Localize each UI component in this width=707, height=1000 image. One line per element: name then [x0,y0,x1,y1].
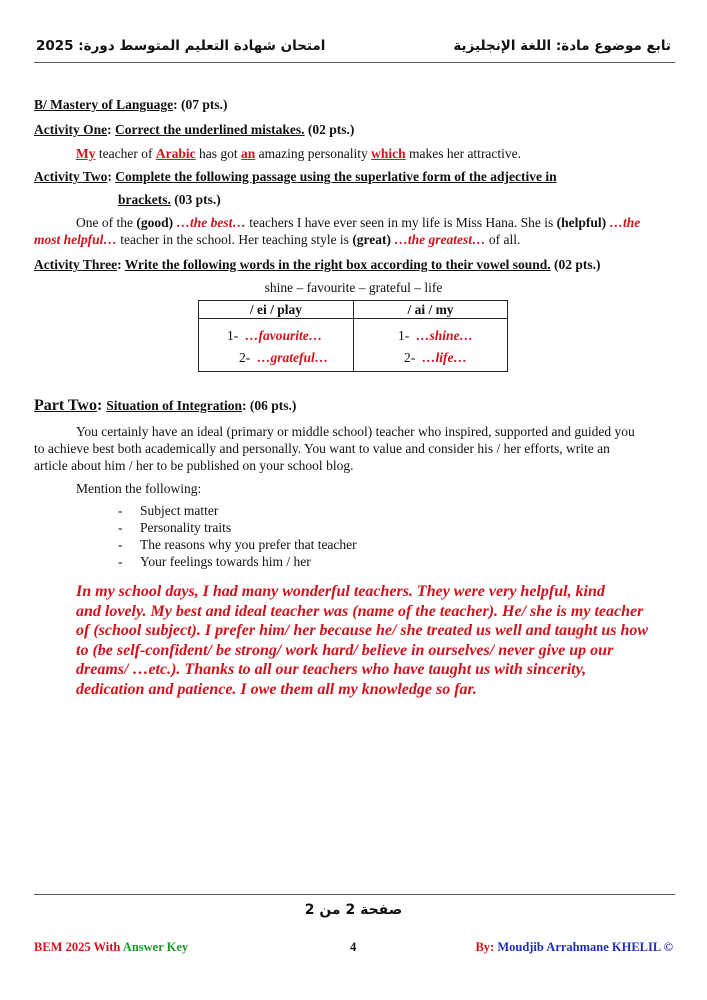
part-two-subtitle: Situation of Integration [106,398,243,413]
activity-one-label: Activity One [34,122,108,137]
col-ai-cell [354,319,508,372]
footer-right [475,940,673,955]
list-item [199,319,353,347]
bullet-text: Your feelings towards him / her [140,554,311,569]
item-number: 2- [404,350,416,365]
part-two-points: : (06 pts.) [242,398,297,413]
passage-text: One of the [76,215,137,230]
footer-divider [34,894,675,895]
answer-line: dreams/ …etc.). Thanks to all our teachers who have taught us with sincerity, [76,661,587,678]
list-item [354,347,507,369]
activity-one-heading [34,121,354,139]
activity-one-colon: : [107,122,115,137]
item-number: 1- [227,328,239,343]
exam-header-left: امتحان شهادة التعليم المتوسط دورة: 2025 [36,38,326,54]
situation-line-2: to achieve best both academically and personally. You want to value and consider his / her efforts, write an [34,441,610,456]
sentence-text: makes her attractive. [405,146,522,161]
model-answer [76,582,674,699]
answer-the-most-helpful-2: most helpful… [34,232,117,247]
passage-text: teachers I have ever seen in my life is Miss Hana. She is [249,215,557,230]
bullet-text: Personality traits [140,520,232,535]
mistake-word-4: which [371,146,406,161]
activity-two-heading [34,168,557,186]
section-b-points: : (07 pts.) [173,97,228,112]
mistake-word-2: Arabic [155,146,196,161]
answer-the-greatest: …the greatest… [391,232,489,247]
footer-answer-key: Answer Key [122,940,189,954]
answer-line: and lovely. My best and ideal teacher was (name of the teacher). He/ she is my teacher [76,602,644,620]
activity-one-sentence [76,145,521,163]
part-two-heading [34,396,296,416]
activity-two-instruction-2: brackets. [118,192,171,207]
sentence-text: amazing personality [255,146,372,161]
situation-line-3: article about him / her to be published on your school blog. [34,458,354,473]
bullet-dash: - [118,537,123,552]
footer-by: By: [475,940,498,954]
part-two-colon: : [96,397,107,414]
activity-two-label: Activity Two [34,169,108,184]
col-ei-cell [199,319,354,372]
mistake-word-1: My [76,146,96,161]
adjective-helpful: (helpful) [556,215,607,230]
footer-left [34,940,188,955]
situation-line-1: You certainly have an ideal (primary or middle school) teacher who inspired, supported and guided you [76,424,635,439]
footer-author: Moudjib Arrahmane KHELIL © [497,940,673,954]
activity-two-passage-line1 [76,214,640,232]
answer-line: In my school days, I had many wonderful teachers. They were very helpful, kind [76,583,605,600]
bullet-dash: - [118,554,123,569]
activity-three-heading [34,256,601,274]
bullet-dash: - [118,503,123,518]
footer-bem: BEM 2025 With [34,940,123,954]
adjective-good: (good) [136,215,174,230]
col-ei-header: / ei / play [199,301,354,319]
answer-line: dedication and patience. I owe them all my knowledge so far. [76,680,477,698]
activity-three-points: (02 pts.) [550,257,601,272]
vowel-sound-table [198,300,508,372]
answer-shine: …shine… [416,328,474,343]
exam-header-right: تابع موضوع مادة: اللغة الإنجليزية [453,38,671,54]
list-item [199,347,353,369]
activity-three-label: Activity Three [34,257,118,272]
passage-text: teacher in the school. Her teaching style is [116,232,353,247]
sentence-text: has got [195,146,241,161]
answer-line: to (be self-confident/ be strong/ work hard/ believe in ourselves/ never give up our [76,641,614,659]
bullet-dash: - [118,520,123,535]
answer-life: …life… [422,350,467,365]
activity-three-instruction: Write the following words in the right box according to their vowel sound. [124,257,551,272]
activity-two-colon: : [107,169,116,184]
passage-text: of all. [488,232,521,247]
item-number: 2- [239,350,251,365]
footer-page-number: 4 [350,940,357,954]
word-list: shine – favourite – grateful – life [264,280,443,295]
activity-two-heading-line2 [118,191,221,209]
section-b-heading [34,96,228,114]
answer-line: of (school subject). I prefer him/ her because he/ she treated us well and taught us how [76,622,649,639]
col-ai-header: / ai / my [354,301,508,319]
section-b-title: B/ Mastery of Language [34,97,174,112]
adjective-great: (great) [352,232,392,247]
mention-label: Mention the following: [76,481,202,496]
sentence-text: teacher of [95,146,156,161]
bullet-text: The reasons why you prefer that teacher [140,537,357,552]
activity-three-colon: : [117,257,125,272]
item-number: 1- [398,328,410,343]
list-item [354,319,507,347]
mistake-word-3: an [240,146,256,161]
part-two-title: Part Two [34,397,97,414]
answer-favourite: …favourite… [245,328,323,343]
activity-one-instruction: Correct the underlined mistakes. [115,122,305,137]
bullet-text: Subject matter [140,503,219,518]
page-number-arabic: صفحة 2 من 2 [304,902,403,918]
answer-grateful: …grateful… [257,350,329,365]
activity-two-passage-line2 [34,231,520,249]
answer-the-best: …the best… [173,215,250,230]
activity-two-instruction-1: Complete the following passage using the superlative form of the adjective in [115,169,557,184]
header-divider [34,62,675,63]
activity-one-points: (02 pts.) [304,122,355,137]
activity-two-points: (03 pts.) [170,192,221,207]
answer-the-most-helpful-1: …the [606,215,641,230]
